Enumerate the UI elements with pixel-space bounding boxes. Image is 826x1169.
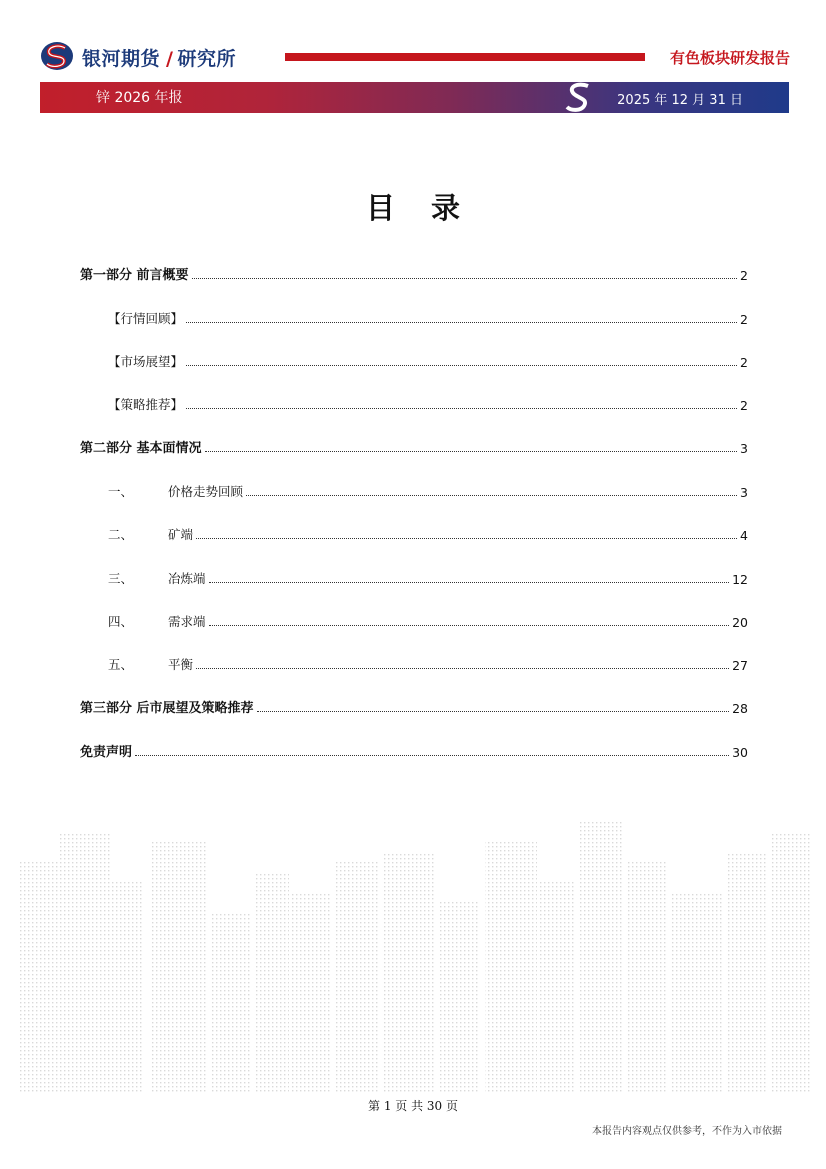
toc-entry-number: 二、 bbox=[108, 527, 134, 542]
toc-entry-label: 免责声明 bbox=[80, 745, 133, 760]
toc-entry[interactable] bbox=[80, 569, 748, 587]
toc-entry[interactable] bbox=[80, 525, 748, 543]
toc-entry-label: 【市场展望】 bbox=[108, 354, 184, 369]
toc-entry-page: 2 bbox=[740, 312, 748, 327]
toc-entry-label: 第一部分 前言概要 bbox=[80, 268, 189, 283]
toc-entry-page: 20 bbox=[732, 615, 748, 630]
toc-entry[interactable] bbox=[80, 742, 748, 760]
dot-leader bbox=[257, 710, 730, 712]
toc-entry[interactable] bbox=[80, 309, 748, 327]
toc-entry[interactable] bbox=[80, 698, 748, 716]
dot-leader bbox=[209, 624, 730, 626]
toc-entry-page: 3 bbox=[740, 441, 748, 456]
toc-entry-label: 【行情回顾】 bbox=[108, 311, 184, 326]
brand-slash: / bbox=[166, 48, 174, 70]
toc-entry-page: 4 bbox=[740, 528, 748, 543]
report-subject: 锌 2026 年报 bbox=[96, 90, 183, 106]
toc-entry-page: 30 bbox=[732, 745, 748, 760]
report-type: 有色板块研发报告 bbox=[669, 49, 790, 67]
header-band bbox=[40, 82, 789, 113]
toc-entry-page: 2 bbox=[740, 398, 748, 413]
dot-leader bbox=[135, 754, 729, 756]
s-swoosh-icon bbox=[562, 82, 596, 113]
report-date: 2025 年 12 月 31 日 bbox=[617, 93, 743, 108]
disclaimer: 本报告内容观点仅供参考，不作为入市依据 bbox=[592, 1126, 782, 1137]
dot-leader bbox=[186, 407, 737, 409]
dot-leader bbox=[196, 667, 729, 669]
toc-entry-page: 2 bbox=[740, 268, 748, 283]
dot-leader bbox=[186, 364, 737, 366]
toc-entry-number: 四、 bbox=[108, 614, 134, 629]
city-skyline-watermark bbox=[0, 822, 826, 1092]
toc-entry[interactable] bbox=[80, 438, 748, 456]
toc-entry-page: 12 bbox=[732, 572, 748, 587]
dot-leader bbox=[246, 494, 737, 496]
brand-name-text: 银河期货 bbox=[82, 48, 161, 70]
toc-entry-page: 28 bbox=[732, 701, 748, 716]
toc-entry[interactable] bbox=[80, 265, 748, 283]
header-red-rule bbox=[285, 53, 645, 61]
toc-entry[interactable] bbox=[80, 395, 748, 413]
toc-entry-label: 矿端 bbox=[168, 527, 194, 542]
toc-entry-number: 五、 bbox=[108, 657, 134, 672]
toc-entry-page: 27 bbox=[732, 658, 748, 673]
toc-title: 目录 bbox=[365, 191, 496, 225]
dot-leader bbox=[192, 277, 738, 279]
toc-entry-label: 价格走势回顾 bbox=[168, 484, 244, 499]
toc-entry[interactable] bbox=[80, 612, 748, 630]
toc-entry-label: 需求端 bbox=[168, 614, 206, 629]
dot-leader bbox=[205, 450, 738, 452]
toc-entry-number: 一、 bbox=[108, 484, 134, 499]
dot-leader bbox=[196, 537, 737, 539]
toc-entry-label: 【策略推荐】 bbox=[108, 397, 184, 412]
toc-entry[interactable] bbox=[80, 482, 748, 500]
page-number: 第 1 页 共 30 页 bbox=[368, 1099, 458, 1113]
dot-leader bbox=[186, 321, 737, 323]
toc-entry-number: 三、 bbox=[108, 571, 134, 586]
toc-entry-label: 第三部分 后市展望及策略推荐 bbox=[80, 701, 254, 716]
toc-entry-page: 3 bbox=[740, 485, 748, 500]
brand-name bbox=[82, 44, 236, 71]
toc-entry[interactable] bbox=[80, 352, 748, 370]
brand-division: 研究所 bbox=[177, 48, 236, 70]
toc-entry[interactable] bbox=[80, 655, 748, 673]
toc-entry-label: 第二部分 基本面情况 bbox=[80, 441, 202, 456]
toc-entry-page: 2 bbox=[740, 355, 748, 370]
dot-leader bbox=[209, 581, 730, 583]
toc-entry-label: 平衡 bbox=[168, 657, 194, 672]
galaxy-s-logo-icon bbox=[40, 41, 74, 71]
toc-entry-label: 冶炼端 bbox=[168, 571, 206, 586]
